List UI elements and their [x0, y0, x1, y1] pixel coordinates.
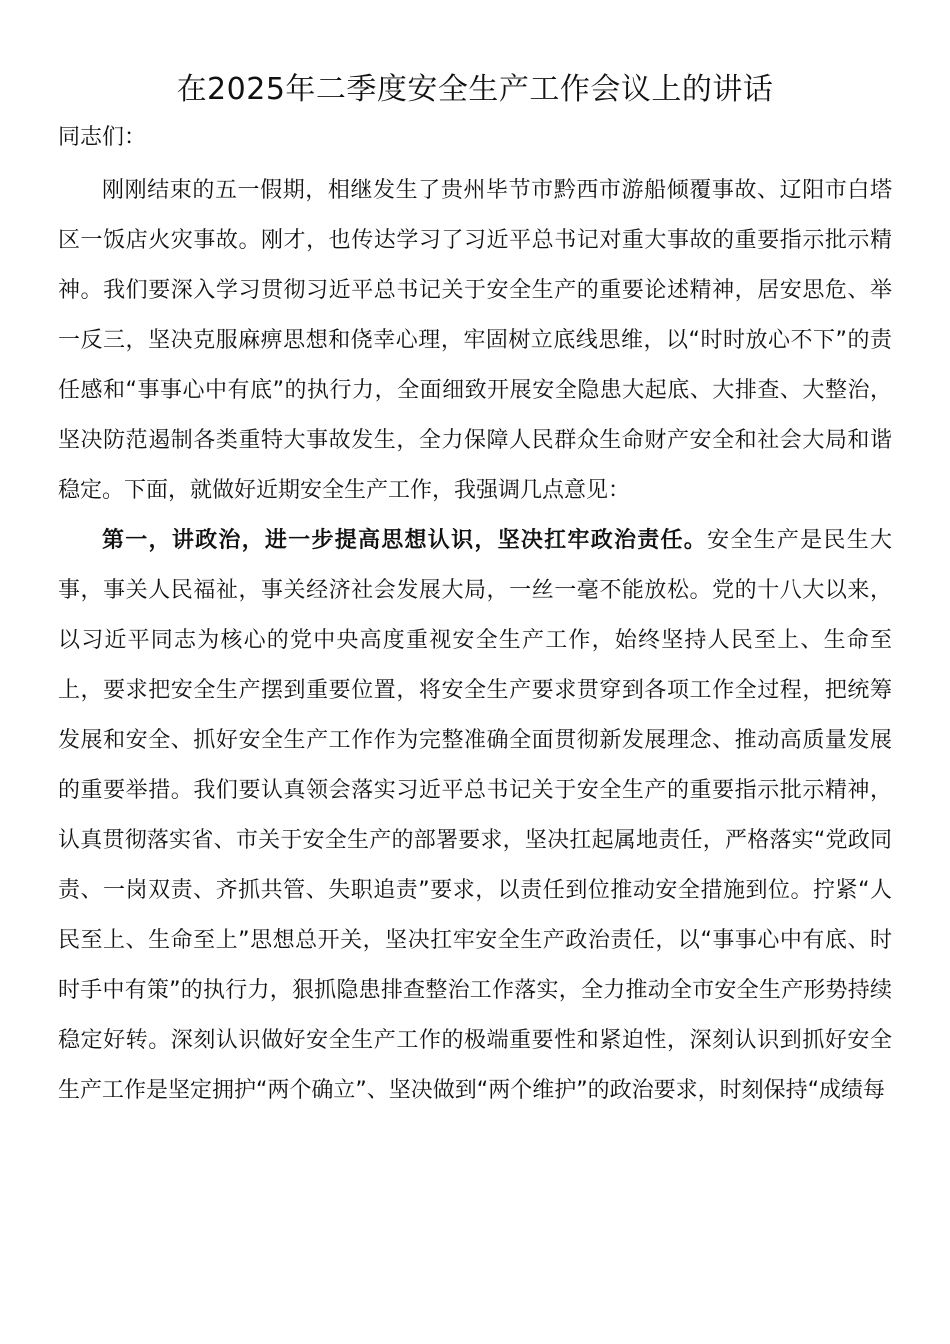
- paragraph-point-1-text: 安全生产是民生大事，事关人民福祉，事关经济社会发展大局，一丝一毫不能放松。党的十八大以来，以习近平同志为核心的党中央高度重视安全生产工作，始终坚持人民至上、生命至上，要求把安全生产摆到重要位置，将安全生产要求贯穿到各项工作全过程，把统筹发展和安全、抓好安全生产工作作为完整准确全面贯彻新发展理念、推动高质量发展的重要举措。我们要认真领会落实习近平总书记关于安全生产的重要指示批示精神，认真贯彻落实省、市关于安全生产的部署要求，坚决扛起属地责任，严格落实“党政同责、一岗双责、齐抓共管、失职追责”要求，以责任到位推动安全措施到位。拧紧“人民至上、生命至上”思想总开关，坚决扛牢安全生产政治责任，以“事事心中有底、时时手中有策”的执行力，狠抓隐患排查整治工作落实，全力推动全市安全生产形势持续稳定好转。深刻认识做好安全生产工作的极端重要性和紧迫性，深刻认识到抓好安全生产工作是坚定拥护“两个确立”、坚决做到“两个维护”的政治要求，时刻保持“成绩每: [58, 528, 892, 1103]
- paragraph-point-1: [58, 516, 892, 1116]
- paragraph-point-1-lead: 第一，讲政治，进一步提高思想认识，坚决扛牢政治责任。: [102, 528, 708, 553]
- paragraph-intro-text: 刚刚结束的五一假期，相继发生了贵州毕节市黔西市游船倾覆事故、辽阳市白塔区一饭店火灾事故。刚才，也传达学习了习近平总书记对重大事故的重要指示批示精神。我们要深入学习贯彻习近平总书记关于安全生产的重要论述精神，居安思危、举一反三，坚决克服麻痹思想和侥幸心理，牢固树立底线思维，以“时时放心不下”的责任感和“事事心中有底”的执行力，全面细致开展安全隐患大起底、大排查、大整治，坚决防范遏制各类重特大事故发生，全力保障人民群众生命财产安全和社会大局和谐稳定。下面，就做好近期安全生产工作，我强调几点意见：: [58, 178, 892, 503]
- document-title: 在2025年二季度安全生产工作会议上的讲话: [176, 72, 774, 107]
- salutation: 同志们：: [58, 125, 147, 150]
- document-body: [58, 166, 892, 1116]
- paragraph-intro: [58, 166, 892, 516]
